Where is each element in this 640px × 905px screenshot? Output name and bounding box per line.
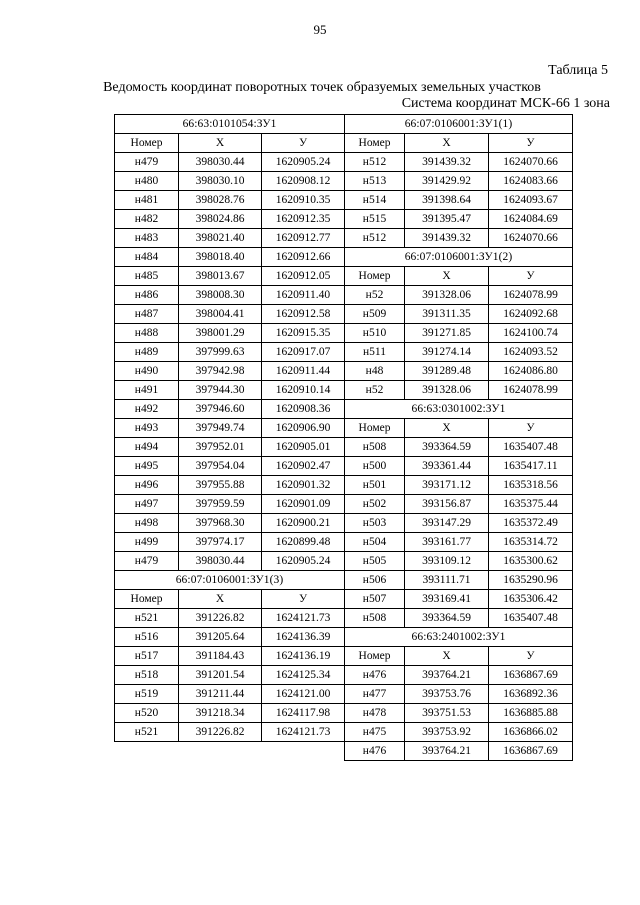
point-number-cell: н495	[115, 457, 179, 476]
x-coordinate-cell: 391289.48	[405, 362, 489, 381]
x-coordinate-cell: 393109.12	[405, 552, 489, 571]
y-coordinate-cell: 1620908.12	[262, 172, 345, 191]
x-coordinate-cell: 397952.01	[179, 438, 262, 457]
y-coordinate-cell: 1624086.80	[489, 362, 573, 381]
y-header: У	[489, 647, 573, 666]
table-row	[345, 362, 573, 381]
y-coordinate-cell: 1636892.36	[489, 685, 573, 704]
point-number-cell: н475	[345, 723, 405, 742]
y-coordinate-cell: 1624117.98	[262, 704, 345, 723]
x-coordinate-cell: 393764.21	[405, 742, 489, 761]
x-coordinate-cell: 393364.59	[405, 438, 489, 457]
table-row	[345, 229, 573, 248]
point-number-cell: н517	[115, 647, 179, 666]
point-number-cell: н520	[115, 704, 179, 723]
x-header: Х	[179, 134, 262, 153]
x-coordinate-cell: 391274.14	[405, 343, 489, 362]
y-coordinate-cell: 1620905.24	[262, 153, 345, 172]
table-row	[345, 381, 573, 400]
y-coordinate-cell: 1620905.24	[262, 552, 345, 571]
table-row	[115, 647, 345, 666]
point-number-cell: н504	[345, 533, 405, 552]
table-row	[115, 438, 345, 457]
point-number-cell: н52	[345, 286, 405, 305]
y-coordinate-cell: 1620906.90	[262, 419, 345, 438]
table-row	[345, 438, 573, 457]
x-coordinate-cell: 391429.92	[405, 172, 489, 191]
x-coordinate-cell: 391398.64	[405, 191, 489, 210]
y-coordinate-cell: 1620910.14	[262, 381, 345, 400]
table-row	[345, 514, 573, 533]
y-header: У	[262, 134, 345, 153]
point-number-cell: н478	[345, 704, 405, 723]
x-header: Х	[405, 267, 489, 286]
x-coordinate-cell: 398013.67	[179, 267, 262, 286]
x-coordinate-cell: 398008.30	[179, 286, 262, 305]
y-coordinate-cell: 1636885.88	[489, 704, 573, 723]
table-row	[115, 210, 345, 229]
column-header-row	[345, 134, 573, 153]
y-coordinate-cell: 1624093.52	[489, 343, 573, 362]
point-number-cell: н487	[115, 305, 179, 324]
point-number-cell: н502	[345, 495, 405, 514]
column-header-row	[115, 590, 345, 609]
parcel-id: 66:07:0106001:ЗУ1(2)	[345, 248, 573, 267]
point-number-cell: н503	[345, 514, 405, 533]
y-coordinate-cell: 1620912.66	[262, 248, 345, 267]
y-coordinate-cell: 1624083.66	[489, 172, 573, 191]
point-number-cell: н511	[345, 343, 405, 362]
point-number-cell: н494	[115, 438, 179, 457]
point-number-cell: н476	[345, 742, 405, 761]
point-number-cell: н497	[115, 495, 179, 514]
x-coordinate-cell: 391184.43	[179, 647, 262, 666]
point-number-cell: н519	[115, 685, 179, 704]
y-coordinate-cell: 1636867.69	[489, 666, 573, 685]
point-number-cell: н496	[115, 476, 179, 495]
parcel-title-row	[115, 571, 345, 590]
table-row	[115, 609, 345, 628]
y-coordinate-cell: 1624121.00	[262, 685, 345, 704]
x-coordinate-cell: 391395.47	[405, 210, 489, 229]
y-coordinate-cell: 1624136.39	[262, 628, 345, 647]
y-coordinate-cell: 1624084.69	[489, 210, 573, 229]
table-row	[345, 742, 573, 761]
point-number-cell: н505	[345, 552, 405, 571]
table-row	[115, 457, 345, 476]
x-coordinate-cell: 398030.44	[179, 552, 262, 571]
table-row	[115, 685, 345, 704]
point-number-cell: н512	[345, 229, 405, 248]
table-row	[345, 210, 573, 229]
point-number-cell: н491	[115, 381, 179, 400]
table-row	[115, 191, 345, 210]
x-coordinate-cell: 393753.92	[405, 723, 489, 742]
x-coordinate-cell: 397944.30	[179, 381, 262, 400]
table-row	[345, 704, 573, 723]
table-row	[345, 457, 573, 476]
point-number-cell: н48	[345, 362, 405, 381]
table-row	[115, 229, 345, 248]
x-coordinate-cell: 397959.59	[179, 495, 262, 514]
y-coordinate-cell: 1620901.32	[262, 476, 345, 495]
x-coordinate-cell: 397946.60	[179, 400, 262, 419]
parcel-id: 66:07:0106001:ЗУ1(3)	[115, 571, 345, 590]
x-coordinate-cell: 391218.34	[179, 704, 262, 723]
x-coordinate-cell: 397955.88	[179, 476, 262, 495]
table-row	[115, 381, 345, 400]
left-coordinates-table	[114, 114, 345, 742]
table-row	[345, 153, 573, 172]
y-coordinate-cell: 1624100.74	[489, 324, 573, 343]
point-number-cell: н513	[345, 172, 405, 191]
table-row	[115, 400, 345, 419]
table-row	[345, 590, 573, 609]
x-coordinate-cell: 393161.77	[405, 533, 489, 552]
x-coordinate-cell: 397974.17	[179, 533, 262, 552]
x-coordinate-cell: 391328.06	[405, 286, 489, 305]
y-coordinate-cell: 1620899.48	[262, 533, 345, 552]
x-coordinate-cell: 393764.21	[405, 666, 489, 685]
table-row	[345, 552, 573, 571]
table-row	[115, 628, 345, 647]
x-coordinate-cell: 391311.35	[405, 305, 489, 324]
x-coordinate-cell: 398018.40	[179, 248, 262, 267]
x-coordinate-cell: 393171.12	[405, 476, 489, 495]
point-number-cell: н479	[115, 153, 179, 172]
table-row	[115, 362, 345, 381]
parcel-title-row	[345, 248, 573, 267]
x-header: Х	[405, 419, 489, 438]
table-row	[345, 305, 573, 324]
table-row	[345, 476, 573, 495]
point-number-cell: н484	[115, 248, 179, 267]
y-coordinate-cell: 1624121.73	[262, 609, 345, 628]
point-number-cell: н506	[345, 571, 405, 590]
y-coordinate-cell: 1624070.66	[489, 229, 573, 248]
point-number-cell: н485	[115, 267, 179, 286]
y-coordinate-cell: 1620910.35	[262, 191, 345, 210]
parcel-title-row	[345, 115, 573, 134]
point-number-cell: н492	[115, 400, 179, 419]
point-number-cell: н521	[115, 609, 179, 628]
point-number-cell: н512	[345, 153, 405, 172]
parcel-id: 66:63:0101054:ЗУ1	[115, 115, 345, 134]
x-coordinate-cell: 398001.29	[179, 324, 262, 343]
x-coordinate-cell: 391201.54	[179, 666, 262, 685]
x-coordinate-cell: 393147.29	[405, 514, 489, 533]
y-coordinate-cell: 1636866.02	[489, 723, 573, 742]
point-number-cell: н507	[345, 590, 405, 609]
point-number-header: Номер	[345, 267, 405, 286]
x-header: Х	[405, 647, 489, 666]
table-row	[115, 153, 345, 172]
point-number-cell: н515	[345, 210, 405, 229]
y-coordinate-cell: 1620911.44	[262, 362, 345, 381]
y-header: У	[489, 419, 573, 438]
y-coordinate-cell: 1624078.99	[489, 286, 573, 305]
x-coordinate-cell: 398004.41	[179, 305, 262, 324]
point-number-cell: н510	[345, 324, 405, 343]
x-coordinate-cell: 391439.32	[405, 153, 489, 172]
point-number-cell: н483	[115, 229, 179, 248]
table-row	[115, 666, 345, 685]
y-header: У	[262, 590, 345, 609]
y-coordinate-cell: 1620900.21	[262, 514, 345, 533]
table-row	[115, 248, 345, 267]
point-number-header: Номер	[345, 419, 405, 438]
y-coordinate-cell: 1624092.68	[489, 305, 573, 324]
y-coordinate-cell: 1620905.01	[262, 438, 345, 457]
y-coordinate-cell: 1635306.42	[489, 590, 573, 609]
document-title: Ведомость координат поворотных точек образуемых земельных участков	[103, 80, 541, 95]
y-coordinate-cell: 1635300.62	[489, 552, 573, 571]
point-number-cell: н509	[345, 305, 405, 324]
point-number-cell: н521	[115, 723, 179, 742]
y-coordinate-cell: 1635314.72	[489, 533, 573, 552]
parcel-title-row	[115, 115, 345, 134]
parcel-title-row	[345, 628, 573, 647]
y-coordinate-cell: 1635372.49	[489, 514, 573, 533]
table-row	[345, 286, 573, 305]
table-row	[345, 685, 573, 704]
table-row	[115, 476, 345, 495]
point-number-cell: н501	[345, 476, 405, 495]
x-coordinate-cell: 397949.74	[179, 419, 262, 438]
point-number-cell: н476	[345, 666, 405, 685]
table-row	[115, 172, 345, 191]
y-coordinate-cell: 1620911.40	[262, 286, 345, 305]
point-number-cell: н488	[115, 324, 179, 343]
point-number-cell: н508	[345, 609, 405, 628]
y-header: У	[489, 134, 573, 153]
y-coordinate-cell: 1624093.67	[489, 191, 573, 210]
x-coordinate-cell: 398021.40	[179, 229, 262, 248]
point-number-cell: н490	[115, 362, 179, 381]
y-coordinate-cell: 1620915.35	[262, 324, 345, 343]
x-coordinate-cell: 393364.59	[405, 609, 489, 628]
table-label: Таблица 5	[548, 63, 608, 78]
point-number-cell: н482	[115, 210, 179, 229]
y-coordinate-cell: 1624121.73	[262, 723, 345, 742]
table-row	[115, 704, 345, 723]
column-header-row	[345, 647, 573, 666]
table-row	[115, 267, 345, 286]
x-coordinate-cell: 391211.44	[179, 685, 262, 704]
x-coordinate-cell: 391226.82	[179, 609, 262, 628]
point-number-header: Номер	[345, 134, 405, 153]
table-row	[115, 552, 345, 571]
y-coordinate-cell: 1624125.34	[262, 666, 345, 685]
table-row	[115, 723, 345, 742]
point-number-cell: н481	[115, 191, 179, 210]
x-coordinate-cell: 393751.53	[405, 704, 489, 723]
point-number-cell: н52	[345, 381, 405, 400]
y-coordinate-cell: 1620912.77	[262, 229, 345, 248]
y-coordinate-cell: 1620912.35	[262, 210, 345, 229]
table-row	[115, 305, 345, 324]
table-row	[115, 324, 345, 343]
point-number-cell: н477	[345, 685, 405, 704]
y-coordinate-cell: 1624070.66	[489, 153, 573, 172]
point-number-cell: н480	[115, 172, 179, 191]
x-coordinate-cell: 397942.98	[179, 362, 262, 381]
y-coordinate-cell: 1620917.07	[262, 343, 345, 362]
y-coordinate-cell: 1635417.11	[489, 457, 573, 476]
x-coordinate-cell: 393753.76	[405, 685, 489, 704]
x-coordinate-cell: 398030.10	[179, 172, 262, 191]
point-number-cell: н500	[345, 457, 405, 476]
table-row	[115, 495, 345, 514]
point-number-header: Номер	[115, 590, 179, 609]
right-coordinates-table	[344, 114, 573, 761]
x-header: Х	[179, 590, 262, 609]
column-header-row	[115, 134, 345, 153]
table-row	[115, 286, 345, 305]
point-number-header: Номер	[115, 134, 179, 153]
y-coordinate-cell: 1624078.99	[489, 381, 573, 400]
y-coordinate-cell: 1635407.48	[489, 438, 573, 457]
column-header-row	[345, 267, 573, 286]
y-header: У	[489, 267, 573, 286]
point-number-cell: н508	[345, 438, 405, 457]
parcel-id: 66:63:0301002:ЗУ1	[345, 400, 573, 419]
x-coordinate-cell: 393156.87	[405, 495, 489, 514]
table-row	[345, 495, 573, 514]
x-coordinate-cell: 397999.63	[179, 343, 262, 362]
x-coordinate-cell: 398024.86	[179, 210, 262, 229]
point-number-cell: н489	[115, 343, 179, 362]
x-coordinate-cell: 397968.30	[179, 514, 262, 533]
y-coordinate-cell: 1635407.48	[489, 609, 573, 628]
table-row	[115, 514, 345, 533]
column-header-row	[345, 419, 573, 438]
point-number-cell: н499	[115, 533, 179, 552]
x-coordinate-cell: 391439.32	[405, 229, 489, 248]
point-number-header: Номер	[345, 647, 405, 666]
table-row	[345, 666, 573, 685]
parcel-id: 66:63:2401002:ЗУ1	[345, 628, 573, 647]
x-coordinate-cell: 393111.71	[405, 571, 489, 590]
y-coordinate-cell: 1635375.44	[489, 495, 573, 514]
y-coordinate-cell: 1620901.09	[262, 495, 345, 514]
y-coordinate-cell: 1620912.05	[262, 267, 345, 286]
point-number-cell: н493	[115, 419, 179, 438]
point-number-cell: н498	[115, 514, 179, 533]
x-coordinate-cell: 393169.41	[405, 590, 489, 609]
x-coordinate-cell: 391226.82	[179, 723, 262, 742]
x-coordinate-cell: 391328.06	[405, 381, 489, 400]
x-coordinate-cell: 398030.44	[179, 153, 262, 172]
table-row	[345, 609, 573, 628]
table-row	[345, 172, 573, 191]
page-number: 95	[313, 22, 327, 37]
point-number-cell: н479	[115, 552, 179, 571]
point-number-cell: н514	[345, 191, 405, 210]
point-number-cell: н518	[115, 666, 179, 685]
coordinate-system-label: Система координат МСК-66 1 зона	[401, 96, 610, 111]
y-coordinate-cell: 1635318.56	[489, 476, 573, 495]
y-coordinate-cell: 1635290.96	[489, 571, 573, 590]
table-row	[115, 533, 345, 552]
x-coordinate-cell: 391271.85	[405, 324, 489, 343]
x-coordinate-cell: 398028.76	[179, 191, 262, 210]
table-row	[345, 343, 573, 362]
table-row	[115, 343, 345, 362]
y-coordinate-cell: 1636867.69	[489, 742, 573, 761]
y-coordinate-cell: 1624136.19	[262, 647, 345, 666]
table-row	[345, 723, 573, 742]
x-coordinate-cell: 393361.44	[405, 457, 489, 476]
table-row	[345, 191, 573, 210]
y-coordinate-cell: 1620908.36	[262, 400, 345, 419]
parcel-id: 66:07:0106001:ЗУ1(1)	[345, 115, 573, 134]
parcel-title-row	[345, 400, 573, 419]
y-coordinate-cell: 1620902.47	[262, 457, 345, 476]
table-row	[345, 571, 573, 590]
table-row	[345, 533, 573, 552]
table-row	[345, 324, 573, 343]
x-coordinate-cell: 397954.04	[179, 457, 262, 476]
y-coordinate-cell: 1620912.58	[262, 305, 345, 324]
x-header: Х	[405, 134, 489, 153]
point-number-cell: н486	[115, 286, 179, 305]
table-row	[115, 419, 345, 438]
x-coordinate-cell: 391205.64	[179, 628, 262, 647]
point-number-cell: н516	[115, 628, 179, 647]
